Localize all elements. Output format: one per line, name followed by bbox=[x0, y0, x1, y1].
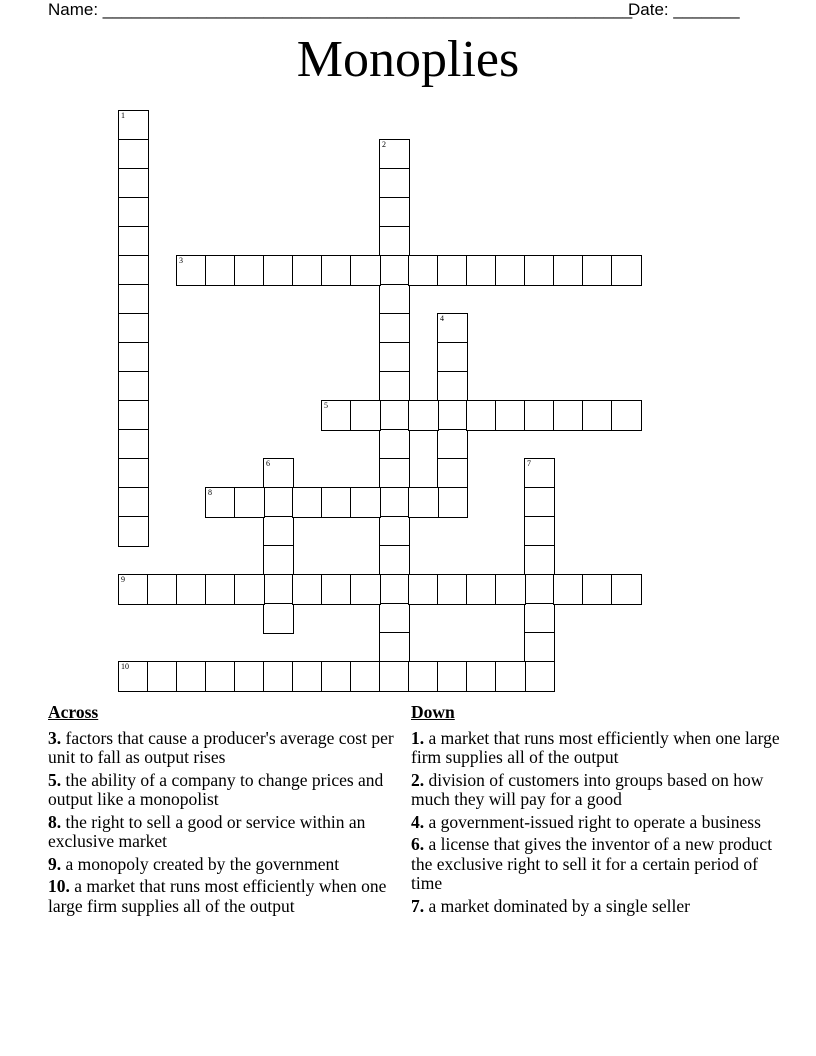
grid-cell[interactable] bbox=[292, 661, 323, 692]
grid-cell[interactable] bbox=[437, 400, 468, 431]
grid-cell[interactable] bbox=[379, 255, 410, 286]
grid-cell[interactable] bbox=[263, 574, 294, 605]
page-title: Monoplies bbox=[296, 31, 520, 88]
grid-cell[interactable] bbox=[118, 313, 149, 344]
grid-cell[interactable] bbox=[118, 197, 149, 228]
grid-cell[interactable] bbox=[524, 255, 555, 286]
grid-cell[interactable] bbox=[234, 661, 265, 692]
grid-cell[interactable] bbox=[263, 603, 294, 634]
grid-cell[interactable] bbox=[118, 400, 149, 431]
grid-cell[interactable] bbox=[495, 574, 526, 605]
grid-cell[interactable] bbox=[350, 487, 381, 518]
grid-cell[interactable] bbox=[379, 400, 410, 431]
grid-cell[interactable] bbox=[524, 487, 555, 518]
grid-cell[interactable] bbox=[466, 400, 497, 431]
grid-cell[interactable] bbox=[205, 487, 236, 518]
grid-cell[interactable] bbox=[321, 400, 352, 431]
grid-cell[interactable] bbox=[321, 255, 352, 286]
grid-cell[interactable] bbox=[379, 545, 410, 576]
grid-cell[interactable] bbox=[437, 574, 468, 605]
grid-cell[interactable] bbox=[118, 168, 149, 199]
clue-across-10: 10. a market that runs most efficiently when one large firm supplies all of the output bbox=[48, 876, 387, 916]
grid-cell[interactable] bbox=[118, 661, 149, 692]
grid-cell[interactable] bbox=[379, 139, 410, 170]
grid-cell[interactable] bbox=[495, 255, 526, 286]
down-heading: Down bbox=[411, 702, 455, 722]
grid-cell[interactable] bbox=[524, 458, 555, 489]
grid-cell[interactable] bbox=[379, 197, 410, 228]
grid-cell[interactable] bbox=[379, 429, 410, 460]
grid-cell[interactable] bbox=[408, 487, 439, 518]
grid-cell[interactable] bbox=[582, 400, 613, 431]
clue-across-9: 9. a monopoly created by the government bbox=[48, 853, 340, 874]
grid-cell[interactable] bbox=[524, 632, 555, 663]
grid-cell[interactable] bbox=[118, 342, 149, 373]
grid-cell[interactable] bbox=[118, 284, 149, 315]
grid-cell[interactable] bbox=[437, 458, 468, 489]
grid-cell[interactable] bbox=[408, 574, 439, 605]
grid-cell[interactable] bbox=[379, 226, 410, 257]
grid-cell[interactable] bbox=[466, 255, 497, 286]
clue-down-4: 4. a government-issued right to operate a business bbox=[411, 811, 761, 832]
grid-cell[interactable] bbox=[437, 487, 468, 518]
grid-cell[interactable] bbox=[379, 574, 410, 605]
date-field[interactable]: Date: _______ bbox=[628, 0, 740, 19]
grid-cell[interactable] bbox=[263, 255, 294, 286]
grid-cell[interactable] bbox=[437, 429, 468, 460]
grid-cell[interactable] bbox=[350, 661, 381, 692]
grid-cell[interactable] bbox=[611, 574, 642, 605]
grid-cell[interactable] bbox=[350, 255, 381, 286]
grid-cell[interactable] bbox=[437, 255, 468, 286]
grid-cell[interactable] bbox=[263, 661, 294, 692]
across-heading: Across bbox=[48, 702, 99, 722]
grid-cell[interactable] bbox=[205, 255, 236, 286]
grid-cell[interactable] bbox=[292, 255, 323, 286]
grid-cell[interactable] bbox=[118, 226, 149, 257]
grid-cell[interactable] bbox=[466, 574, 497, 605]
grid-cell[interactable] bbox=[379, 313, 410, 344]
grid-cell[interactable] bbox=[118, 371, 149, 402]
grid-cell[interactable] bbox=[321, 661, 352, 692]
grid-cell[interactable] bbox=[553, 574, 584, 605]
grid-cell[interactable] bbox=[176, 255, 207, 286]
grid-cell[interactable] bbox=[118, 487, 149, 518]
grid-cell[interactable] bbox=[408, 661, 439, 692]
grid-cell[interactable] bbox=[147, 574, 178, 605]
grid-cell[interactable] bbox=[408, 255, 439, 286]
grid-cell[interactable] bbox=[263, 458, 294, 489]
clue-number: 6 bbox=[266, 459, 270, 468]
clue-down-2: 2. division of customers into groups based on how much they will pay for a good bbox=[411, 769, 764, 809]
grid-cell[interactable] bbox=[263, 516, 294, 547]
grid-cell[interactable] bbox=[495, 661, 526, 692]
grid-cell[interactable] bbox=[553, 400, 584, 431]
grid-cell[interactable] bbox=[350, 574, 381, 605]
grid-cell[interactable] bbox=[524, 545, 555, 576]
clue-across-8: 8. the right to sell a good or service within an exclusive market bbox=[48, 811, 366, 851]
grid-cell[interactable] bbox=[524, 516, 555, 547]
grid-cell[interactable] bbox=[176, 574, 207, 605]
grid-cell[interactable] bbox=[379, 632, 410, 663]
down-clues bbox=[411, 703, 781, 919]
grid-cell[interactable] bbox=[379, 458, 410, 489]
grid-cell[interactable] bbox=[408, 400, 439, 431]
grid-cell[interactable] bbox=[118, 458, 149, 489]
across-clues bbox=[48, 703, 398, 919]
grid-cell[interactable] bbox=[379, 487, 410, 518]
clue-down-7: 7. a market dominated by a single seller bbox=[411, 895, 690, 916]
grid-cell[interactable] bbox=[234, 255, 265, 286]
grid-cell[interactable] bbox=[582, 574, 613, 605]
grid-cell[interactable] bbox=[205, 661, 236, 692]
grid-cell[interactable] bbox=[118, 574, 149, 605]
grid-cell[interactable] bbox=[147, 661, 178, 692]
grid-cell[interactable] bbox=[292, 574, 323, 605]
grid-cell[interactable] bbox=[582, 255, 613, 286]
grid-cell[interactable] bbox=[292, 487, 323, 518]
grid-cell[interactable] bbox=[553, 255, 584, 286]
clue-number: 5 bbox=[324, 401, 328, 410]
grid-cell[interactable] bbox=[234, 487, 265, 518]
grid-cell[interactable] bbox=[379, 603, 410, 634]
grid-cell[interactable] bbox=[524, 661, 555, 692]
name-field[interactable]: Name: ________________________________________________________ bbox=[48, 0, 633, 19]
grid-cell[interactable] bbox=[379, 661, 410, 692]
clue-number: 3 bbox=[179, 256, 183, 265]
grid-cell[interactable] bbox=[379, 342, 410, 373]
grid-cell[interactable] bbox=[118, 110, 149, 141]
grid-cell[interactable] bbox=[437, 661, 468, 692]
grid-cell[interactable] bbox=[321, 574, 352, 605]
grid-cell[interactable] bbox=[321, 487, 352, 518]
clue-number: 8 bbox=[208, 488, 212, 497]
clue-number: 10 bbox=[121, 662, 129, 671]
grid-cell[interactable] bbox=[118, 429, 149, 460]
grid-cell[interactable] bbox=[350, 400, 381, 431]
grid-cell[interactable] bbox=[524, 400, 555, 431]
grid-cell[interactable] bbox=[263, 545, 294, 576]
clue-number: 7 bbox=[527, 459, 531, 468]
grid-cell[interactable] bbox=[611, 255, 642, 286]
grid-cell[interactable] bbox=[118, 255, 149, 286]
grid-cell[interactable] bbox=[379, 371, 410, 402]
grid-cell[interactable] bbox=[524, 574, 555, 605]
grid-cell[interactable] bbox=[437, 313, 468, 344]
clue-number: 1 bbox=[121, 111, 125, 120]
clue-down-6: 6. a license that gives the inventor of a new product the exclusive right to sell it for a certain period of time bbox=[411, 834, 773, 893]
grid-cell[interactable] bbox=[495, 400, 526, 431]
grid-cell[interactable] bbox=[611, 400, 642, 431]
clue-number: 2 bbox=[382, 140, 386, 149]
grid-cell[interactable] bbox=[263, 487, 294, 518]
grid-cell[interactable] bbox=[379, 168, 410, 199]
grid-cell[interactable] bbox=[118, 516, 149, 547]
grid-cell[interactable] bbox=[379, 284, 410, 315]
grid-cell[interactable] bbox=[234, 574, 265, 605]
clue-down-1: 1. a market that runs most efficiently when one large firm supplies all of the output bbox=[411, 727, 780, 767]
grid-cell[interactable] bbox=[379, 516, 410, 547]
grid-cell[interactable] bbox=[466, 661, 497, 692]
grid-cell[interactable] bbox=[437, 371, 468, 402]
clue-across-5: 5. the ability of a company to change prices and output like a monopolist bbox=[48, 769, 384, 809]
clue-number: 9 bbox=[121, 575, 125, 584]
clue-number: 4 bbox=[440, 314, 444, 323]
grid-cell[interactable] bbox=[205, 574, 236, 605]
grid-cell[interactable] bbox=[118, 139, 149, 170]
grid-cell[interactable] bbox=[437, 342, 468, 373]
grid-cell[interactable] bbox=[524, 603, 555, 634]
grid-cell[interactable] bbox=[176, 661, 207, 692]
clue-across-3: 3. factors that cause a producer's average cost per unit to fall as output rises bbox=[48, 727, 394, 767]
